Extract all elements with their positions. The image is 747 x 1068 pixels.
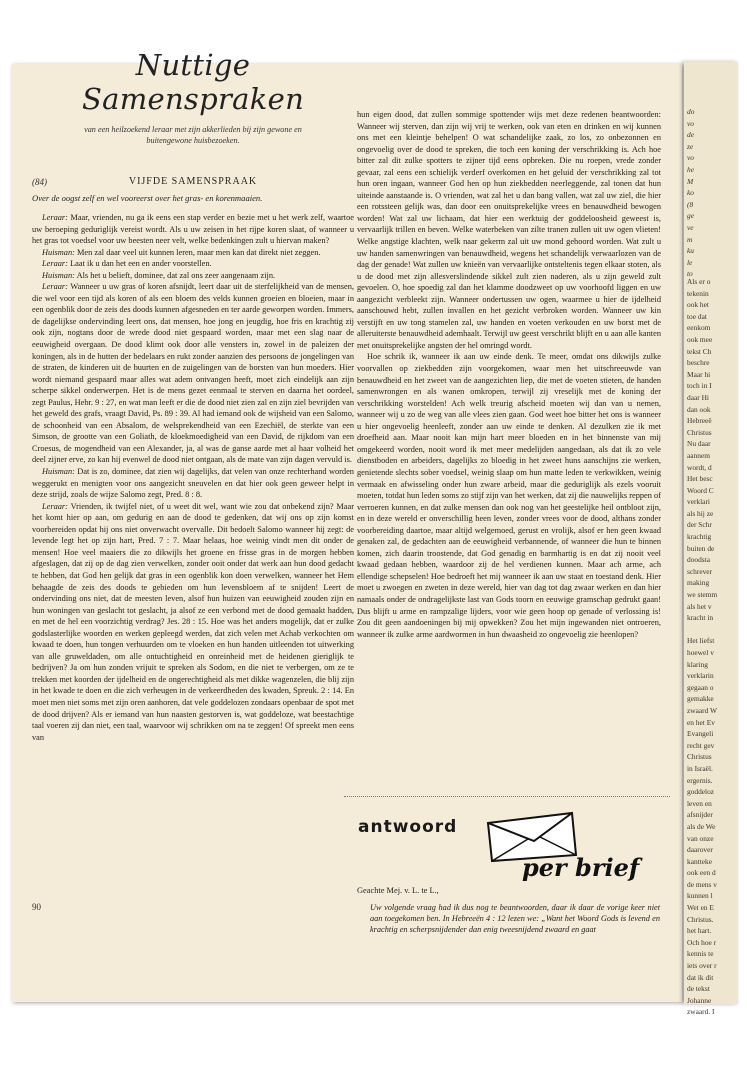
paragraph-text: Hoe schrik ik, wanneer ik aan uw einde denk. Te meer, omdat ons dikwijls zulke voorvallen op ziekbedden zijn voorgekomen, waar men het uitschreeuwde van benauwdheid en het zweet van de aangezichten liep, die met de voeten stieten, de handen samenwrongen en als wanen omkropen, terwijl zij vreselijk met de koning der verschrikking worstelden! Ach welk treurig afscheid moeten wij dan van u nemen, wanneer wij u zo de weg van alle vlees zien gaan. God weet hoe bitter het ons is wanneer u hier ongevoelig heenleeft, zonder aan uw einde te denken. Al dezulken zie ik met droefheid aan. Maar nooit kan mijn hart meer bloeden en in het binnenste van mij omgekeerd worden, nooit word ik met meer medelijden aangedaan, als dat ik zo vele dienstboden en arbeiders, dagelijks zo bloedig in het zweet huns aanschijns zie werken, genietende slechts sober voedsel, weinig slaap om hun matte leden te verkwikken, weinig vermaak en afwisseling onder hun zware arbeid, maar die geduriglijk als ezels vooruit moeten, totdat hun leden soms zo stijf zijn van het werken, dat zij die nauwelijks reppen of verroeren kunnen, en dat zulke mensen dan ook nog van het geestelijke heil ontbloot zijn, en in deze wereld er onverschillig heen leven, zonder vrees voor de dood, althans zonder voorbereiding daartoe, maar altijd welgemoed, gerust en vrolijk, alsof er hen geen kwaad genaken zal, de gedachten aan de eeuwigheid verbannende, of wanneer die hun te binnen komen, zich daarin troostende, dat God genadig en barmhartig is en dat zij nooit veel kwaad gedaan hebben, waardoor zij de hel verdienen kunnen. Maar ach arme, ach ellendige schepselen! Hoe bedroeft het mij wanneer ik aan uw staat en toestand denk. Hier moet u zwoegen en zweten in deze wereld, hier van dag tot dag zwaar werken en dan hier namaals onder de ondragelijkste last van Gods toorn en eeuwige gramschap gedrukt gaan! Dus blijft u arme en rampzalige lijders, voor wie geen hoop op genade of verlossing is! Zou dit geen aandoeningen bij mij opwekken? Zou het mijn ingewanden niet ontroeren, wanneer ik zulke arme aardwormen in hun dwaasheid zo ongevoelig zie heenlopen? bbox=[357, 352, 661, 639]
paragraph bbox=[357, 351, 661, 640]
banner-label-antwoord: antwoord bbox=[358, 817, 458, 837]
adjacent-page-edge bbox=[684, 62, 738, 1017]
paragraph bbox=[32, 270, 354, 282]
paragraph bbox=[32, 212, 354, 247]
paragraph-text: hun eigen dood, dat zullen sommige spottender wijs met deze redenen beantwoorden: Wanneer wij sterven, dan zijn wij vrij te werken, ook van eten en drinken en wij kunnen ons met een kleintje behelpen! O wat schandelijke zaak, zo los, zo onbezonnen en ongevoelig over de dood te spreken, die toch een koning der verschrikking is. Ach hoe bitter zal dit zulke spotters te zijner tijd eens opbreken. Die nu roepen, vrede zonder gevaar, zal eens een schielijk verderf overkomen en het geluid der verschrikking zal tot hun oren ingaan, wanneer God hen op hun ziekbedden neerleggende, zal tonen dat hun uiteinde aanstaande is. O vrienden, wat zal het u dan bang vallen, wat zal uw ziel, die hier een rotssteen gelijk was, dan door een onuitsprekelijke vrees en benauwdheid bewogen worden! Wat zal uw lichaam, dat hier een werktuig der goddeloosheid geweest is, vervaarlijk trillen en beven. Welke waterbeken van zilte tranen zullen uit uw ogen vlieten! Welke angstige klachten, welk naar gekerm zal uit uw mond gehoord worden. Wat zult u uw handen samenwringen van benauwdheid, wegens het schandelijk verwaarlozen van de dag der genade! Wat zullen uw knieën van vervaarlijke ontsteltenis tegen elkaar stoten, als u de dood met zijn allesverslindende sikkel zult zien naderen, als u zijn geweld zult gevoelen. O, hoe spoedig zal dan het klamme doodzweet op uw voorhoofd liggen en uw aangezicht verbleekt zijn. Wanneer ondertussen uw ogen, waarmee u hier de ijdelheid aanschouwd hebt, zullen invallen en het gezicht verbroken worden. Wanneer uw kin verstijft en uw tong stamelen zal, uw handen en voeten verkouden en uw borst met de alleruiterste benauwdheid ademhaalt. Terwijl uw geest verschrikt blijft en u aan alle kanten met onuitsprekelijke angsten der hel omringd wordt. bbox=[357, 110, 661, 350]
paragraph bbox=[32, 258, 354, 270]
speaker-label: Huisman: bbox=[42, 467, 75, 477]
paragraph-text: Maar, vrienden, nu ga ik eens een stap verder en bezie met u het werk zelf, waartoe uw beroeping geduriglijk vereist wordt. Als u uw zeisen in het rijpe koren slaat, of wanneer u het gras tot voedsel voor uw beesten neer velt, welke bedenkingen zult u hiervan maken? bbox=[32, 213, 354, 246]
masthead bbox=[32, 48, 354, 146]
paragraph bbox=[32, 247, 354, 259]
answer-by-letter-banner bbox=[344, 796, 670, 882]
speaker-label: Leraar: bbox=[42, 282, 68, 292]
paragraph bbox=[32, 281, 354, 466]
masthead-title: Nuttige Samenspraken bbox=[81, 48, 305, 116]
speaker-label: Leraar: bbox=[42, 213, 68, 222]
paragraph bbox=[357, 109, 661, 351]
paragraph-text: Vrienden, ik twijfel niet, of u weet dit wel, want wie zou dat onbekend zijn? Maar het komt hier op aan, om gedurig en aan de dood te gedenken, dat wij ons op zijn komst voorbereiden opdat hij ons niet onverwacht overvalle. Dit bedoelt Salomo wanneer hij zegt: de levende legt het op zijn hart, Pred. 7 : 7. Maar helaas, hoe weinig vindt men dit onder de mensen! Hoe veel maaiers die zo dikwijls het groene en frisse gras in de morgen hebben afgeslagen, dat zij op de dag zien verwelken, zonder ooit onder dat werk aan hun dood gedacht te hebben, dat God hen gelijk dat gras in een ogenblik kon doen verwelken, wanneer het Hem behaagde de zeis des doods te gebieden om hun levensbloem af te snijden! Leert de ondervinding ons niet, dat de meesten leven, alsof hun huizen van eeuwigheid zouden zijn en hun woningen van geslacht tot geslacht, ja alsof ze een verbond met de dood gemaakt hadden, en met de hel een voorzichtig verdrag? Jes. 28 : 15. Hoe was het anders mogelijk, dat er zulke godslasterlijke woorden en werken gepleegd werden, dat zich velen met Achab verkochten om kwaad te doen, hun tongen verhuurden om te vloeken en hun handen uitleenden tot uitwerking van alle gruweldaden, om alle ontuchtigheid en onreinheid met de heidenen gieriglijk te bedrijven? Ja om hun zonden vrijuit te spreken als Sodom, en die niet te verbergen, om ze te trekken met koorden der ijdelheid en de ongerechtigheid als met dikke wagenzelen, die blij zijn in het kwade te doen en die zich verheugen in de verkeerdheden des kwaden, Spreuk. 2 : 14. En moet men niet soms met zijn oren aanhoren, dat vele goddelozen zondaars openbaar de spot met de dood drijven? Als er iemand van hun naasten gestorven is, wat goddeloze, wat beestachtige taal voeren zij dan niet, een taal, waarvoor wij schrikken om na te zeggen! Of spreekt men eens van bbox=[32, 501, 354, 742]
serial-number: (84) bbox=[32, 177, 47, 187]
speaker-label: Huisman: bbox=[42, 247, 75, 257]
lead-line: Over de oogst zelf en wel vooreerst over het gras- en korenmaaien. bbox=[32, 193, 263, 203]
letter-body: Uw volgende vraag had ik dus nog te beantwoorden, daar ik daar de vorige keer niet aan toegekomen ben. In Hebreeën 4 : 12 lezen we: „Want het Woord Gods is levend en krachtig en scherpsnijdender dan enig tweesnijdend zwaard en gaat bbox=[370, 903, 660, 934]
paragraph-text: Wanneer u uw gras of koren afsnijdt, leert daar uit de sterfelijkheid van de mensen, die wel voor een tijd als koren of als een bloem des velds kunnen groeien en bloeien, maar in een ogenblik door de zeis des doods kunnen afgesneden en ter aarde geworpen worden. Immers, de dagelijkse ondervinding leert ons, dat mensen, hoe jong en jeugdig, hoe fris en krachtig zij ook zijn, nogtans door de wrede dood niet gespaard worden, maar met een slag naar de eeuwigheid overgaan. De dood klimt ook door alle vensters in, zowel in de paleizen der koningen, als in de hutten der bedelaars en rukt zonder aanzien des persoons de jongelingen van de straten, de kinderen uit de buurten en de zuigelingen van de borsten van hun moeders. Hier wordt niemand gespaard maar alles wat adem ontvangen heeft, moet zich eindelijk aan zijn scherpe sikkel onderwerpen. Het is de mens gezet eenmaal te sterven en daarna het oordeel, zegt Paulus, Hebr. 9 : 27, en wat man leeft er die de dood niet zien zal en zijn ziel bevrijden van het geweld des grafs, vraagt David, Ps. 89 : 39. Al had iemand ook de wijsheid van een Salomo, de schoonheid van een Absalom, de welsprekendheid van een Ezechiël, de sterkte van een Simson, de grootte van een Goliath, de kloekmoedigheid van een David, de rijkdom van een Croesus, de mogendheid van een Alexander, ja, al was de ganse aarde met al haar volheid het deel zijner erve, zo kan hij evenwel de dood niet ontgaan, als de mate van zijn dagen vervuld is. bbox=[32, 282, 354, 465]
section-heading: VIJFDE SAMENSPRAAK bbox=[128, 176, 258, 187]
right-column-text bbox=[357, 109, 661, 793]
adjacent-page-bottom-text: Als er o tekenin ook het toe dat eenkom ook mee tekst Ch beschre Maar hi toch in I daar Hi dan ook Hebreeë Christus Nu daar aannem wordt, d Het besc Woord C verklari als hij ze der Schr krachtig buiten de doodsta schrever making we stemm als het v kracht in Het liefst hoewel v klaring verklarin gegaan o gemakke zwaard W en het Ev Evangeli recht gev Christus in Israël. ergernis. goddeloz leven en afsnijder als de We van onze daarover kantteke ook een d de mens v kunnen l Wet en E Christus. het hart. Och hoe r kennis te iets over r dat ik dit de tekst Johanne zwaard. I bbox=[687, 277, 718, 1017]
adjacent-page-top-text: do vo de ze vo he M ko (8 ge ve m ku le to bbox=[687, 107, 695, 279]
paragraph bbox=[32, 501, 354, 743]
page-number: 90 bbox=[32, 902, 41, 912]
paragraph-text: Als het u belieft, dominee, dat zal ons zeer aangenaam zijn. bbox=[76, 270, 276, 280]
paragraph-text: Laat ik u dan het een en ander voorstellen. bbox=[70, 259, 212, 269]
left-column-text bbox=[32, 212, 354, 902]
masthead-subtitle: van een heilzoekend leraar met zijn akkerlieden bij zijn gewone en buitengewone huisbezoeken. bbox=[84, 125, 302, 145]
letter-salutation: Geachte Mej. v. L. te L., bbox=[357, 886, 439, 895]
paragraph bbox=[32, 466, 354, 501]
speaker-label: Huisman: bbox=[42, 270, 75, 280]
speaker-label: Leraar: bbox=[42, 259, 68, 269]
paragraph-text: Men zal daar veel uit kunnen leren, maar men kan dat direkt niet zeggen. bbox=[77, 247, 321, 257]
speaker-label: Leraar: bbox=[42, 501, 68, 511]
paragraph-text: Dat is zo, dominee, dat zien wij dagelijks, dat velen van onze rechterhand worden weggerukt en menigten voor ons aangezicht sneuvelen en dat hier ook geen geweer helpt in deze strijd, zoals de wijze Salomo zegt, Pred. 8 : 8. bbox=[32, 467, 354, 500]
banner-label-per-brief: per brief bbox=[522, 853, 640, 882]
